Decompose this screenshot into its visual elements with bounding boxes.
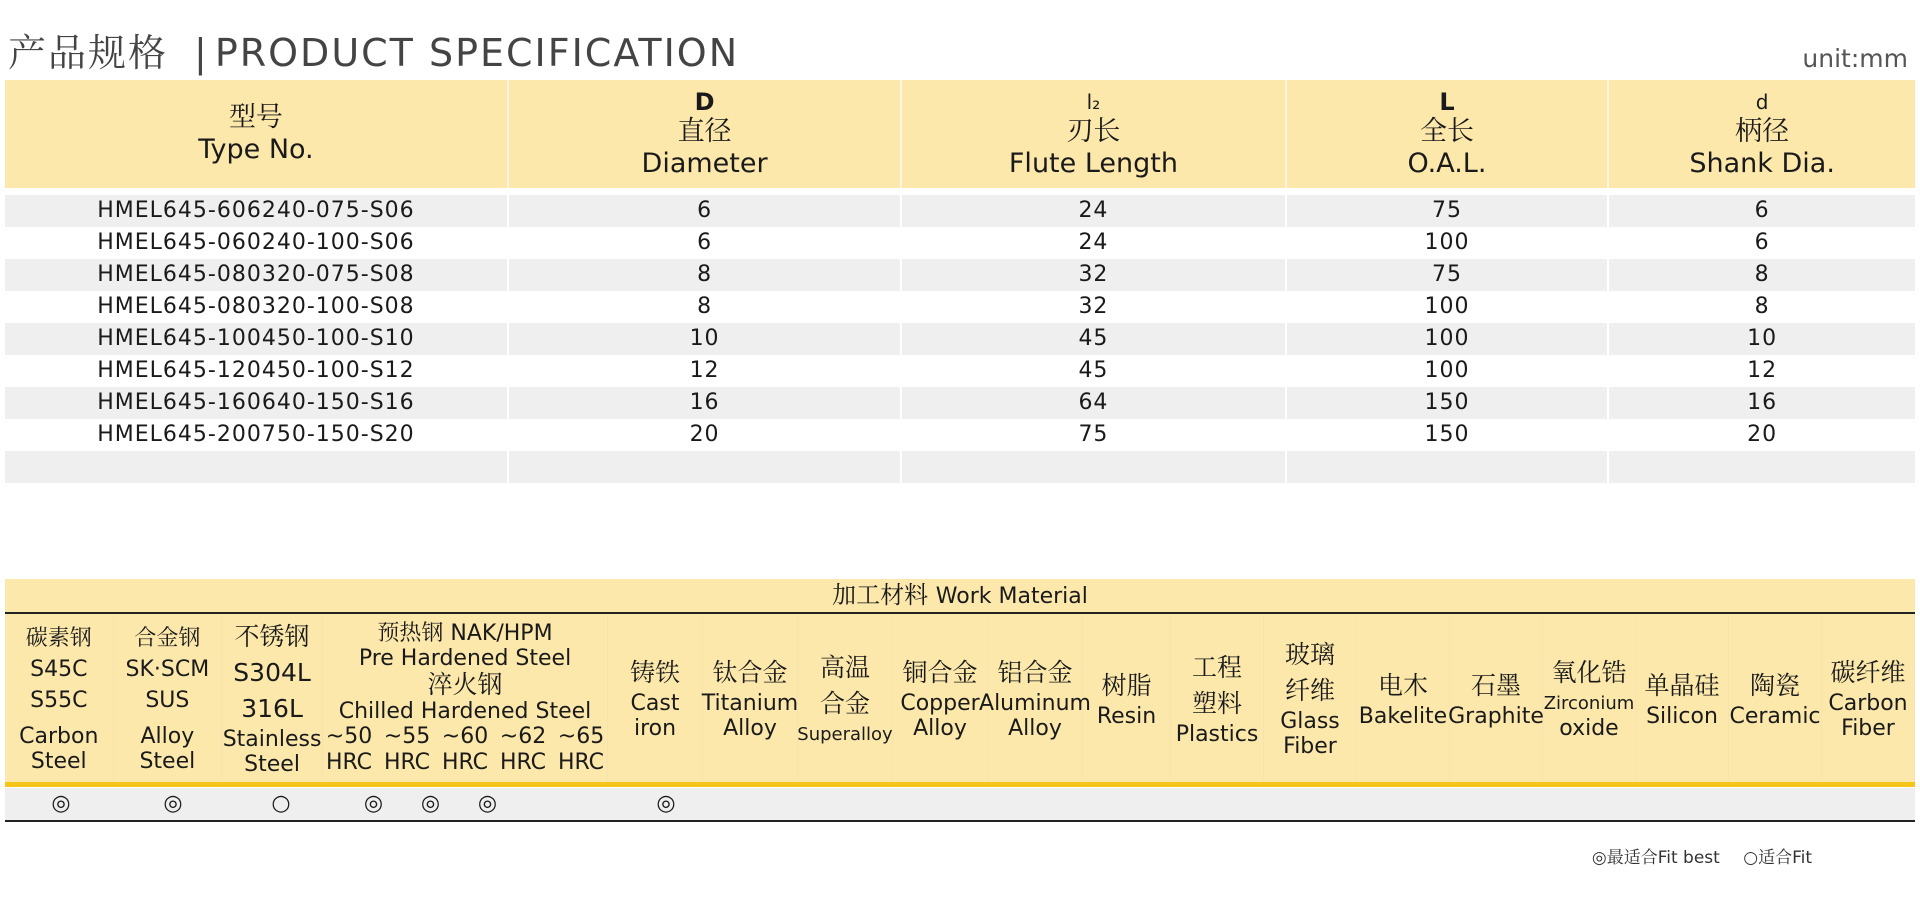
material-cn: 高温 bbox=[819, 652, 870, 682]
hrc-value: ~65 bbox=[557, 723, 605, 749]
material-column bbox=[1822, 614, 1915, 782]
table-row bbox=[5, 291, 1915, 323]
spec-value-cell bbox=[902, 451, 1286, 483]
header-flute-length bbox=[902, 80, 1286, 188]
header-cn: 型号 bbox=[228, 102, 283, 133]
material-en: Alloy bbox=[140, 723, 195, 749]
suitability-mark: ◎ bbox=[163, 791, 183, 816]
spec-value-cell: 6 bbox=[1754, 230, 1770, 255]
material-en: iron bbox=[633, 716, 677, 741]
material-pre-hardened-steel bbox=[323, 614, 608, 782]
header-diameter bbox=[509, 80, 902, 188]
material-en: Graphite bbox=[1448, 703, 1544, 729]
material-cn: 陶瓷 bbox=[1749, 670, 1800, 700]
material-column bbox=[1357, 614, 1450, 782]
work-material-suitability-row bbox=[5, 788, 1915, 822]
material-grade: S304L bbox=[233, 658, 311, 687]
unit-label: unit:mm bbox=[1802, 44, 1908, 73]
header-en: O.A.L. bbox=[1407, 148, 1487, 179]
table-row bbox=[5, 451, 1915, 483]
material-column bbox=[1543, 614, 1636, 782]
hrc-marks bbox=[333, 788, 619, 820]
type-no-cell: HMEL645-120450-100-S12 bbox=[5, 355, 509, 387]
material-en: Carbon bbox=[1828, 691, 1908, 716]
suitability-mark: ◎ bbox=[477, 791, 498, 816]
header-en: Type No. bbox=[198, 134, 314, 165]
hrc-unit: HRC bbox=[325, 749, 373, 775]
material-en: Superalloy bbox=[797, 723, 893, 745]
material-grade: SUS bbox=[145, 687, 190, 713]
material-en: Steel bbox=[30, 748, 87, 774]
material-column bbox=[1729, 614, 1822, 782]
type-no-cell: HMEL645-080320-075-S08 bbox=[5, 259, 509, 291]
spec-value-cell: 24 bbox=[902, 227, 1286, 259]
material-en: Carbon bbox=[19, 723, 99, 749]
spec-value-cell: 75 bbox=[902, 419, 1286, 451]
suitability-mark: ◎ bbox=[51, 791, 71, 816]
spec-value-cell: 100 bbox=[1287, 227, 1610, 259]
material-column bbox=[1171, 614, 1264, 782]
spec-value-cell: 6 bbox=[1754, 198, 1770, 223]
material-en: Cast bbox=[630, 691, 680, 716]
material-en: Stainless bbox=[222, 727, 322, 752]
hrc-unit: HRC bbox=[383, 749, 431, 775]
suitability-mark: ○ bbox=[271, 791, 291, 816]
material-en: Titanium bbox=[701, 691, 799, 716]
material-grade: SK·SCM bbox=[125, 656, 210, 682]
type-no-cell: HMEL645-080320-100-S08 bbox=[5, 291, 509, 323]
table-row bbox=[5, 323, 1915, 355]
material-en: Bakelite bbox=[1358, 703, 1448, 729]
type-no-cell: HMEL645-060240-100-S06 bbox=[5, 227, 509, 259]
material-alloy-steel bbox=[114, 614, 223, 782]
material-en: Zirconium bbox=[1543, 693, 1635, 714]
page-title bbox=[8, 22, 740, 75]
spec-value-cell: 64 bbox=[902, 387, 1286, 419]
spec-value-cell: 6 bbox=[509, 195, 902, 227]
table-row bbox=[5, 419, 1915, 451]
material-cn: 玻璃 bbox=[1284, 640, 1335, 669]
material-column bbox=[979, 614, 1091, 782]
material-en: Steel bbox=[139, 748, 196, 774]
hrc-value: ~55 bbox=[383, 723, 431, 749]
hrc-unit: HRC bbox=[499, 749, 547, 775]
spec-value-cell: 12 bbox=[509, 355, 902, 387]
material-cn: 单晶硅 bbox=[1644, 670, 1720, 700]
spec-value-cell: 16 bbox=[1747, 390, 1778, 415]
title-cn: 产品规格 bbox=[8, 31, 169, 75]
spec-value-cell: 20 bbox=[1747, 422, 1778, 447]
material-cn: 淬火钢 bbox=[427, 669, 503, 699]
hrc-value: ~50 bbox=[325, 723, 373, 749]
header-symbol: l₂ bbox=[1086, 90, 1101, 114]
spec-value-cell: 8 bbox=[509, 291, 902, 323]
material-column bbox=[703, 614, 798, 782]
spec-value-cell: 100 bbox=[1287, 291, 1610, 323]
hrc-values bbox=[323, 724, 607, 750]
spec-value-cell: 8 bbox=[1754, 262, 1770, 287]
spec-value-cell bbox=[1609, 451, 1915, 483]
material-grade: S45C bbox=[30, 656, 88, 682]
material-cn: 纤维 bbox=[1284, 676, 1335, 705]
spec-table-body bbox=[5, 195, 1915, 483]
work-material-title-en: Work Material bbox=[935, 584, 1088, 609]
material-cn: 碳素钢 bbox=[25, 625, 92, 651]
material-stainless-steel bbox=[222, 614, 323, 782]
material-cn: 钛合金 bbox=[712, 658, 788, 687]
material-cn: 合金 bbox=[819, 688, 870, 718]
material-en: Alloy bbox=[723, 716, 777, 741]
material-en: oxide bbox=[1559, 716, 1619, 741]
spec-value-cell: 10 bbox=[1747, 326, 1778, 351]
table-row bbox=[5, 259, 1915, 291]
header-symbol: d bbox=[1755, 90, 1769, 114]
material-cn: 电木 bbox=[1377, 670, 1428, 700]
header-cn: 刃长 bbox=[1066, 116, 1121, 147]
type-no-cell: HMEL645-100450-100-S10 bbox=[5, 323, 509, 355]
spec-value-cell: 12 bbox=[1747, 358, 1778, 383]
spec-value-cell bbox=[1287, 451, 1610, 483]
spec-value-cell: 24 bbox=[902, 195, 1286, 227]
spec-value-cell: 32 bbox=[902, 259, 1286, 291]
type-no-cell: HMEL645-200750-150-S20 bbox=[5, 419, 509, 451]
material-en: Steel bbox=[244, 752, 300, 777]
header-cn: 直径 bbox=[677, 116, 732, 147]
header-en: Diameter bbox=[641, 148, 768, 179]
spec-value-cell: 16 bbox=[509, 387, 902, 419]
material-cn: 工程 bbox=[1191, 652, 1242, 682]
header-type-no bbox=[5, 80, 509, 188]
material-column bbox=[1083, 614, 1171, 782]
material-cn: 氧化锆 bbox=[1551, 658, 1627, 687]
table-row bbox=[5, 387, 1915, 419]
title-en: PRODUCT SPECIFICATION bbox=[214, 31, 740, 75]
material-grade: 316L bbox=[241, 694, 303, 723]
spec-value-cell: 8 bbox=[1754, 294, 1770, 319]
other-materials bbox=[608, 614, 1915, 782]
suitability-mark: ◎ bbox=[363, 791, 384, 816]
material-grade: S55C bbox=[30, 687, 88, 713]
spec-value-cell: 150 bbox=[1287, 387, 1610, 419]
spec-value-cell: 8 bbox=[509, 259, 902, 291]
spec-value-cell: 100 bbox=[1287, 323, 1610, 355]
material-column bbox=[1264, 614, 1357, 782]
spec-value-cell: 150 bbox=[1287, 419, 1610, 451]
suitability-mark: ◎ bbox=[656, 791, 676, 816]
hrc-units bbox=[323, 750, 607, 776]
spec-value-cell: 75 bbox=[1287, 195, 1610, 227]
type-no-cell bbox=[5, 451, 509, 483]
table-row bbox=[5, 195, 1915, 227]
material-column bbox=[608, 614, 703, 782]
suitability-mark: ◎ bbox=[420, 791, 441, 816]
material-en: Chilled Hardened Steel bbox=[338, 698, 592, 724]
header-en: Flute Length bbox=[1008, 148, 1178, 179]
header-symbol: D bbox=[694, 88, 715, 116]
header-cn: 全长 bbox=[1419, 116, 1474, 147]
material-en: Resin bbox=[1096, 703, 1157, 729]
material-en: Pre Hardened Steel bbox=[358, 645, 572, 671]
spec-value-cell: 6 bbox=[509, 227, 902, 259]
material-cn: 碳纤维 bbox=[1830, 658, 1906, 687]
spec-table-header bbox=[5, 80, 1915, 188]
material-column bbox=[1450, 614, 1543, 782]
table-row bbox=[5, 355, 1915, 387]
header-symbol: L bbox=[1439, 88, 1455, 116]
spec-value-cell: 75 bbox=[1287, 259, 1610, 291]
material-cn: 铸铁 bbox=[629, 658, 680, 687]
material-cn-en: 预热钢 NAK/HPM bbox=[377, 620, 553, 646]
spec-value-cell: 100 bbox=[1287, 355, 1610, 387]
material-cn: 塑料 bbox=[1191, 688, 1242, 718]
header-en: Shank Dia. bbox=[1689, 148, 1835, 179]
material-cn: 树脂 bbox=[1101, 670, 1152, 700]
material-column bbox=[893, 614, 988, 782]
material-en: Copper bbox=[900, 691, 980, 716]
material-en: Fiber bbox=[1841, 716, 1895, 741]
legend bbox=[1574, 843, 1812, 868]
spec-value-cell: 45 bbox=[902, 355, 1286, 387]
material-en: Plastics bbox=[1175, 721, 1259, 747]
material-cn: 合金钢 bbox=[134, 625, 201, 651]
legend-fit: ○适合Fit bbox=[1743, 848, 1812, 868]
material-en: Alloy bbox=[1008, 716, 1062, 741]
material-cn: 不锈钢 bbox=[234, 622, 310, 651]
spec-value-cell bbox=[509, 451, 902, 483]
spec-value-cell: 20 bbox=[509, 419, 902, 451]
material-cn: 石墨 bbox=[1470, 670, 1521, 700]
spec-value-cell: 45 bbox=[902, 323, 1286, 355]
work-material-header bbox=[5, 614, 1915, 787]
table-row bbox=[5, 227, 1915, 259]
material-en: Glass bbox=[1280, 709, 1340, 734]
material-en: Silicon bbox=[1646, 703, 1718, 729]
hrc-unit: HRC bbox=[557, 749, 605, 775]
work-material-title bbox=[5, 579, 1915, 614]
legend-fit-best: ◎最适合Fit best bbox=[1591, 848, 1720, 868]
hrc-value: ~62 bbox=[499, 723, 547, 749]
header-cn: 柄径 bbox=[1735, 116, 1790, 147]
hrc-value: ~60 bbox=[441, 723, 489, 749]
material-carbon-steel bbox=[5, 614, 114, 782]
material-column bbox=[1636, 614, 1729, 782]
material-cn: 铝合金 bbox=[997, 658, 1073, 687]
material-en: Alloy bbox=[913, 716, 967, 741]
header-shank-dia bbox=[1609, 80, 1915, 188]
spec-value-cell: 32 bbox=[902, 291, 1286, 323]
material-column bbox=[798, 614, 893, 782]
work-material-title-cn: 加工材料 bbox=[832, 581, 929, 609]
material-en: Ceramic bbox=[1729, 703, 1821, 729]
spec-value-cell: 10 bbox=[509, 323, 902, 355]
type-no-cell: HMEL645-606240-075-S06 bbox=[5, 195, 509, 227]
header-oal bbox=[1287, 80, 1610, 188]
material-en: Aluminum bbox=[979, 691, 1091, 716]
material-cn: 铜合金 bbox=[902, 658, 978, 687]
title-separator: | bbox=[194, 31, 209, 75]
material-en: Fiber bbox=[1283, 734, 1337, 759]
type-no-cell: HMEL645-160640-150-S16 bbox=[5, 387, 509, 419]
hrc-unit: HRC bbox=[441, 749, 489, 775]
